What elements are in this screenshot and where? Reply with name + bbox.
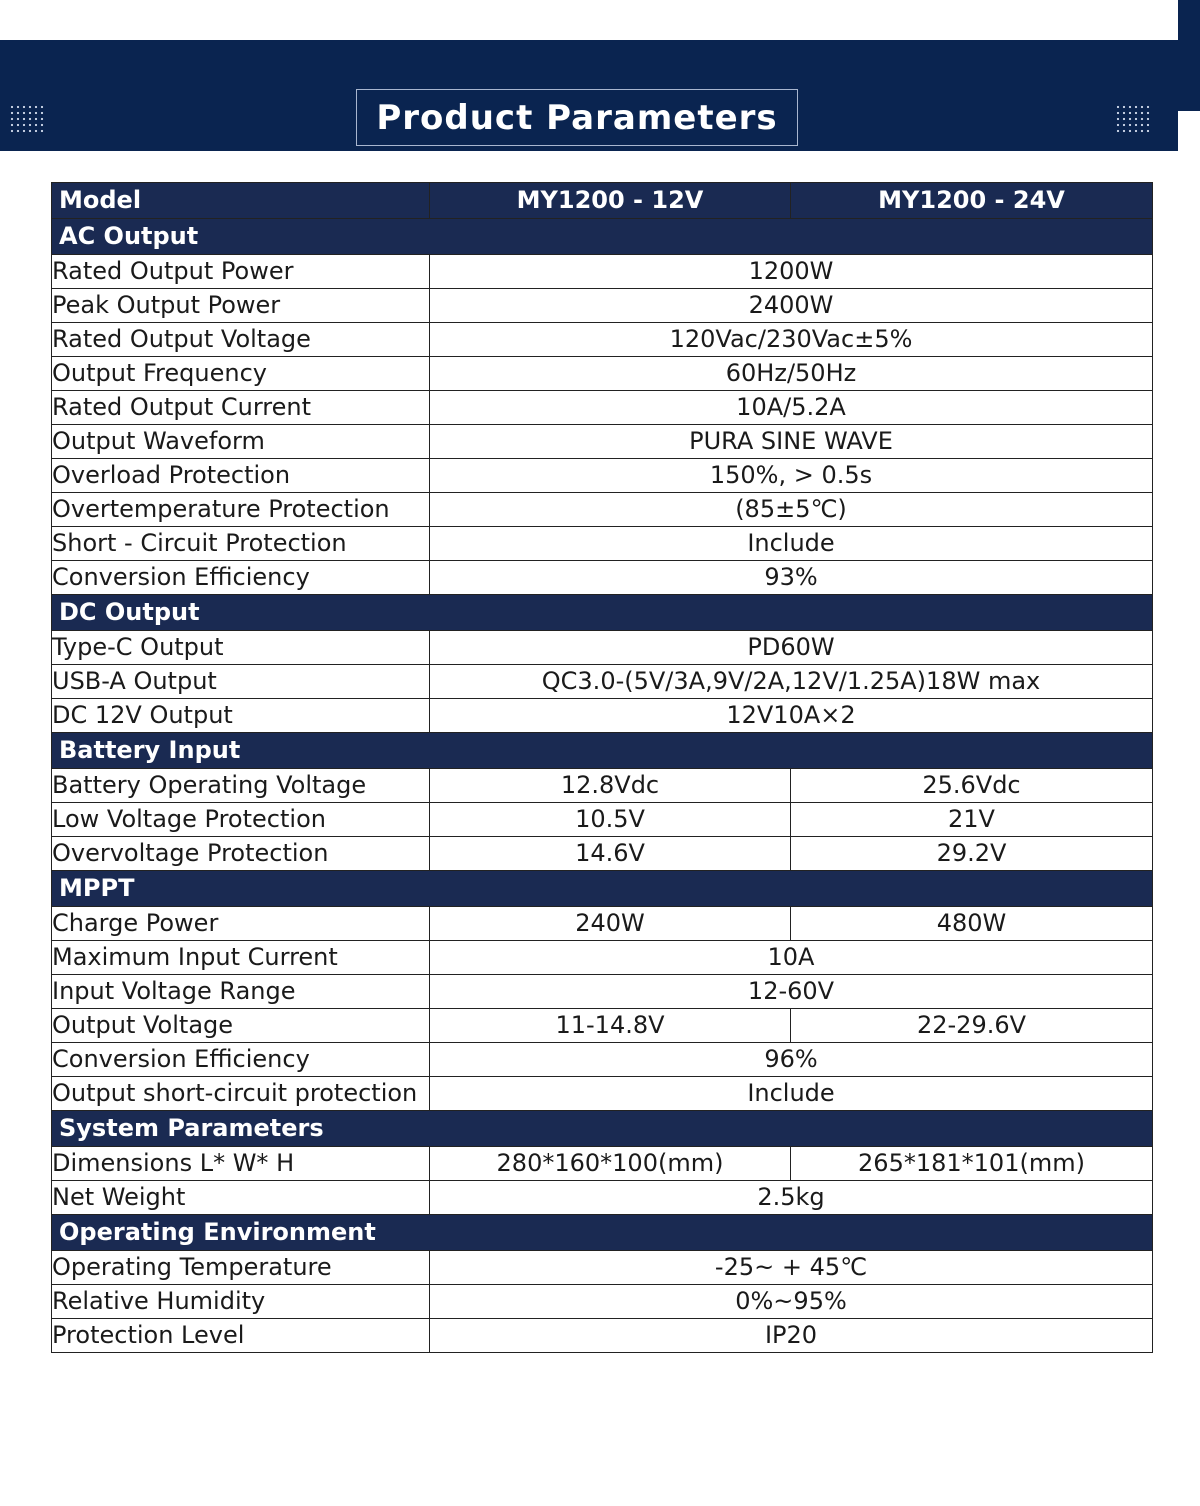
table-row	[52, 459, 1153, 493]
parameter-value: 2.5kg	[430, 1181, 1153, 1215]
table-row	[52, 699, 1153, 733]
section-title: Battery Input	[52, 733, 1153, 769]
parameter-value: 10A	[430, 941, 1153, 975]
table-row	[52, 1285, 1153, 1319]
table-row	[52, 941, 1153, 975]
table-row	[52, 493, 1153, 527]
parameter-value: 12-60V	[430, 975, 1153, 1009]
model-12v: MY1200 - 12V	[430, 183, 791, 219]
parameter-value: 150%, > 0.5s	[430, 459, 1153, 493]
parameter-label: Output short-circuit protection	[52, 1077, 430, 1111]
table-row	[52, 837, 1153, 871]
parameter-value-12v: 14.6V	[430, 837, 791, 871]
parameter-label: Conversion Efficiency	[52, 561, 430, 595]
section-header-row	[52, 595, 1153, 631]
parameter-value-12v: 280*160*100(mm)	[430, 1147, 791, 1181]
parameter-value: -25~ + 45℃	[430, 1251, 1153, 1285]
parameter-label: USB-A Output	[52, 665, 430, 699]
parameter-label: Conversion Efficiency	[52, 1043, 430, 1077]
section-title: AC Output	[52, 219, 1153, 255]
parameter-value-12v: 240W	[430, 907, 791, 941]
parameter-value: Include	[430, 1077, 1153, 1111]
parameter-value: IP20	[430, 1319, 1153, 1353]
table-row	[52, 769, 1153, 803]
section-title: Operating Environment	[52, 1215, 1153, 1251]
table-row	[52, 425, 1153, 459]
table-row	[52, 1181, 1153, 1215]
table-row	[52, 357, 1153, 391]
section-header-row	[52, 219, 1153, 255]
section-header-row	[52, 871, 1153, 907]
parameter-label: Maximum Input Current	[52, 941, 430, 975]
parameter-value: 120Vac/230Vac±5%	[430, 323, 1153, 357]
parameters-table-body	[52, 183, 1153, 1353]
parameter-label: Rated Output Current	[52, 391, 430, 425]
decorative-dots-right	[1115, 104, 1151, 134]
table-row	[52, 289, 1153, 323]
parameter-value: 0%~95%	[430, 1285, 1153, 1319]
section-header-row	[52, 733, 1153, 769]
table-row	[52, 631, 1153, 665]
parameter-value-24v: 29.2V	[791, 837, 1153, 871]
section-header-row	[52, 1215, 1153, 1251]
parameter-label: Peak Output Power	[52, 289, 430, 323]
table-row	[52, 803, 1153, 837]
table-row	[52, 1043, 1153, 1077]
model-24v: MY1200 - 24V	[791, 183, 1153, 219]
parameter-label: Relative Humidity	[52, 1285, 430, 1319]
decorative-dots-left	[9, 104, 45, 134]
parameter-label: Charge Power	[52, 907, 430, 941]
parameter-label: Type-C Output	[52, 631, 430, 665]
table-row	[52, 561, 1153, 595]
section-title: System Parameters	[52, 1111, 1153, 1147]
header-banner-tab	[1178, 0, 1200, 111]
parameter-label: Rated Output Voltage	[52, 323, 430, 357]
parameter-label: Input Voltage Range	[52, 975, 430, 1009]
page-title: Product Parameters	[356, 89, 798, 146]
table-row	[52, 527, 1153, 561]
table-header-row	[52, 183, 1153, 219]
table-row	[52, 1077, 1153, 1111]
parameter-label: Overload Protection	[52, 459, 430, 493]
parameter-value: 10A/5.2A	[430, 391, 1153, 425]
section-title: MPPT	[52, 871, 1153, 907]
parameter-label: Protection Level	[52, 1319, 430, 1353]
parameter-value: (85±5℃)	[430, 493, 1153, 527]
parameter-value-24v: 25.6Vdc	[791, 769, 1153, 803]
parameter-value-24v: 480W	[791, 907, 1153, 941]
parameter-label: Output Voltage	[52, 1009, 430, 1043]
table-row	[52, 323, 1153, 357]
parameter-value: 93%	[430, 561, 1153, 595]
parameter-label: Short - Circuit Protection	[52, 527, 430, 561]
table-row	[52, 1009, 1153, 1043]
parameter-label: Rated Output Power	[52, 255, 430, 289]
parameter-label: DC 12V Output	[52, 699, 430, 733]
parameter-label: Overtemperature Protection	[52, 493, 430, 527]
parameter-label: Operating Temperature	[52, 1251, 430, 1285]
parameter-label: Output Frequency	[52, 357, 430, 391]
parameter-value: 12V10A×2	[430, 699, 1153, 733]
parameter-label: Output Waveform	[52, 425, 430, 459]
table-row	[52, 907, 1153, 941]
parameter-value: 60Hz/50Hz	[430, 357, 1153, 391]
table-row	[52, 1147, 1153, 1181]
table-row	[52, 1251, 1153, 1285]
table-row	[52, 665, 1153, 699]
parameter-label: Net Weight	[52, 1181, 430, 1215]
parameter-value: QC3.0-(5V/3A,9V/2A,12V/1.25A)18W max	[430, 665, 1153, 699]
section-header-row	[52, 1111, 1153, 1147]
parameter-label: Overvoltage Protection	[52, 837, 430, 871]
table-row	[52, 1319, 1153, 1353]
parameter-value-12v: 11-14.8V	[430, 1009, 791, 1043]
parameter-value: 96%	[430, 1043, 1153, 1077]
parameter-value-24v: 22-29.6V	[791, 1009, 1153, 1043]
parameter-value-24v: 265*181*101(mm)	[791, 1147, 1153, 1181]
table-row	[52, 975, 1153, 1009]
table-row	[52, 391, 1153, 425]
parameter-label: Low Voltage Protection	[52, 803, 430, 837]
table-row	[52, 255, 1153, 289]
section-title: DC Output	[52, 595, 1153, 631]
parameter-value-12v: 12.8Vdc	[430, 769, 791, 803]
parameter-value: 1200W	[430, 255, 1153, 289]
model-label: Model	[52, 183, 430, 219]
parameter-value: PURA SINE WAVE	[430, 425, 1153, 459]
parameter-value-12v: 10.5V	[430, 803, 791, 837]
parameter-label: Dimensions L* W* H	[52, 1147, 430, 1181]
parameter-value: 2400W	[430, 289, 1153, 323]
parameter-value-24v: 21V	[791, 803, 1153, 837]
parameter-label: Battery Operating Voltage	[52, 769, 430, 803]
parameter-value: PD60W	[430, 631, 1153, 665]
parameters-table	[51, 182, 1153, 1353]
parameter-value: Include	[430, 527, 1153, 561]
